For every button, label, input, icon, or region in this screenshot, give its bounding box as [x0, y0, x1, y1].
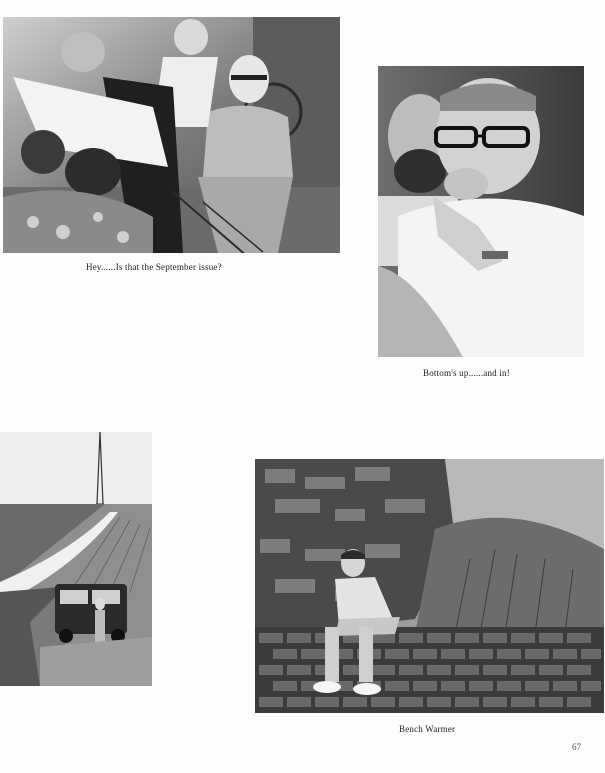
- photo-field-tower-image: [0, 432, 152, 686]
- caption-photo-4: Bench Warmer: [399, 724, 456, 734]
- photo-bench-warmer: [255, 459, 604, 713]
- photo-man-eating: [378, 66, 584, 357]
- caption-photo-2: Bottom's up......and in!: [423, 368, 510, 378]
- photo-bench-warmer-image: [255, 459, 604, 713]
- photo-group-outdoors-image: [3, 17, 340, 253]
- page-number: 67: [572, 742, 581, 752]
- photo-field-tower: [0, 432, 152, 686]
- photo-man-eating-image: [378, 66, 584, 357]
- caption-photo-1: Hey......Is that the September issue?: [86, 262, 222, 272]
- photo-group-outdoors: [3, 17, 340, 253]
